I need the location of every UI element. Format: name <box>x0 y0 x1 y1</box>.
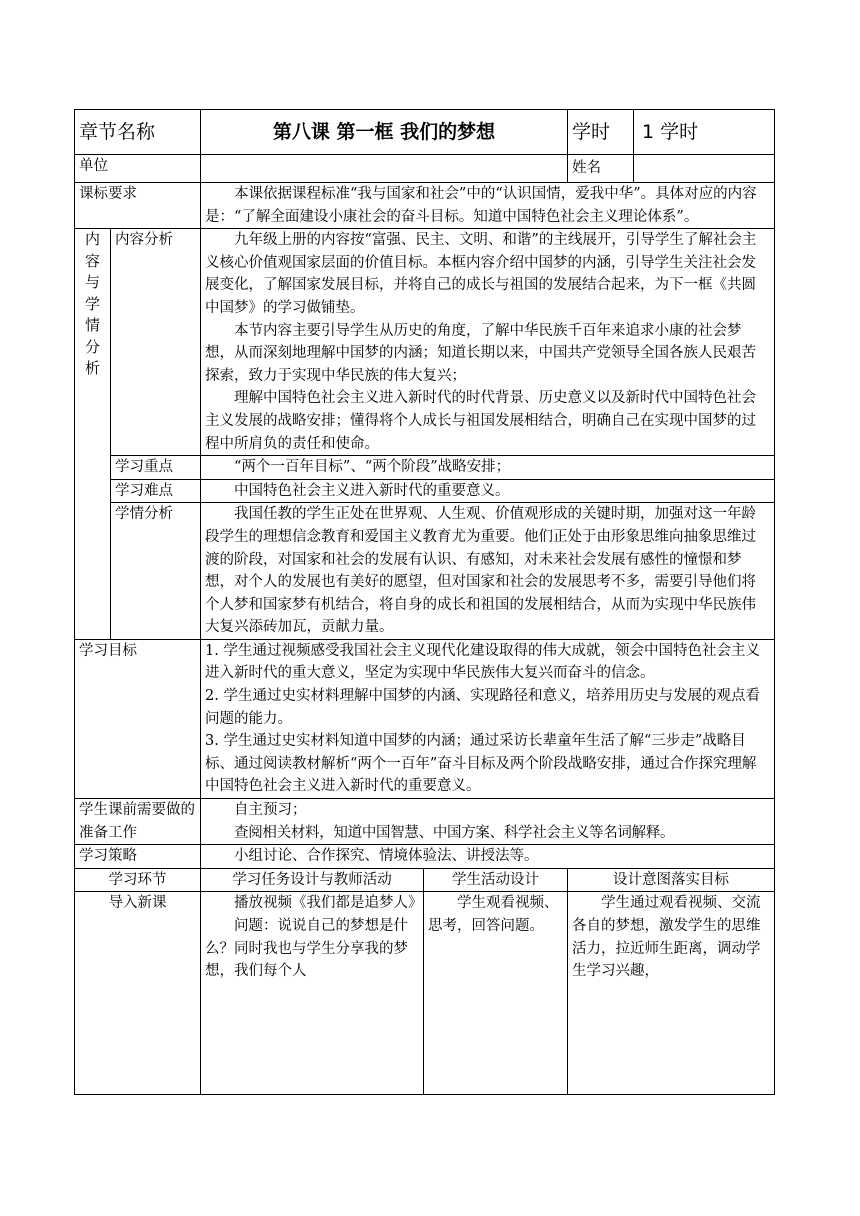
objective-item: 1. 学生通过视频感受我国社会主义现代化建设取得的伟大成就，领会中国特色社会主义进入新时代的重大意义，坚定为实现中华民族伟大复兴而奋斗的信念。 <box>205 642 760 682</box>
process-header-stage: 学习环节 <box>75 868 201 892</box>
difficulty-label: 学习难点 <box>111 479 201 503</box>
chapter-title: 第八课 第一框 我们的梦想 <box>201 110 568 155</box>
preparation-label: 学生课前需要做的准备工作 <box>75 799 201 845</box>
objective-item: 3. 学生通过史实材料知道中国梦的内涵；通过采访长辈童年生活了解“三步走”战略目标、通过阅读教材解析“两个一百年”奋斗目标及两个阶段战略安排，通过合作探究理解中国特色社会主义进入新时代的重要意义。 <box>205 733 757 795</box>
name-value[interactable] <box>634 155 642 182</box>
content-analysis-label: 内容分析 <box>111 229 201 456</box>
chapter-label: 章节名称 <box>75 110 201 155</box>
name-label: 姓名 <box>568 155 634 182</box>
standards-row <box>75 183 775 229</box>
preparation-item: 自主预习； <box>234 802 307 819</box>
lesson-plan-table <box>74 109 775 1095</box>
student-activity: 学生观看视频、思考，回答问题。 <box>428 895 559 934</box>
hours-value: 1 学时 <box>642 121 699 143</box>
vertical-char: 分 <box>84 337 100 356</box>
design-intent: 学生通过观看视频、交流各自的梦想，激发学生的思维活力，拉近师生距离，调动学生学习兴趣， <box>572 895 761 980</box>
content-paragraph: 九年级上册的内容按“富强、民主、文明、和谐”的主线展开，引导学生了解社会主义核心价值观国家层面的价值目标。本框内容介绍中国梦的内涵，引导学生关注社会发展变化，了解国家发展目标，并将自己的成长与祖国的发展结合起来，为下一框《共圆中国梦》的学习做铺垫。 <box>205 232 757 316</box>
key-points-label: 学习重点 <box>111 456 201 480</box>
learner-analysis-row <box>75 503 775 640</box>
preparation-item: 查阅相关材料，知道中国智慧、中国方案、科学社会主义等名词解释。 <box>234 824 675 841</box>
vertical-char: 内 <box>84 230 100 249</box>
teacher-activity: 问题：说说自己的梦想是什么？同时我也与学生分享我的梦想，我们每个人 <box>205 918 409 980</box>
process-header-row <box>75 868 775 892</box>
vertical-char: 与 <box>84 273 100 292</box>
hours-label: 学时 <box>568 110 634 154</box>
hours-cell <box>568 110 774 154</box>
objective-item: 2. 学生通过史实材料理解中国梦的内涵、实现路径和意义，培养用历史与发展的观点看问题的能力。 <box>205 688 760 727</box>
process-row <box>75 892 775 1095</box>
unit-label: 单位 <box>75 155 201 183</box>
analysis-vertical-label <box>75 229 111 640</box>
process-header-intent: 设计意图落实目标 <box>568 868 775 892</box>
lesson-plan-page <box>74 109 774 1095</box>
key-points-text: “两个一百年目标”、“两个阶段”战略安排； <box>234 459 511 476</box>
learner-analysis-label: 学情分析 <box>111 503 201 640</box>
content-paragraph: 本节内容主要引导学生从历史的角度，了解中华民族千百年来追求小康的社会梦想，从而深刻地理解中国梦的内涵；知道长期以来，中国共产党领导全国各族人民艰苦探索，致力于实现中华民族的伟大复兴； <box>205 322 757 384</box>
learner-analysis-text: 我国任教的学生正处在世界观、人生观、价值观形成的关键时期，加强对这一年龄段学生的理想信念教育和爱国主义教育尤为重要。他们正处于由形象思维向抽象思维过渡的阶段，对国家和社会的发展有认识、有感知，对未来社会发展有感性的憧憬和梦想，对个人的发展也有美好的愿望，但对国家和社会的发展思考不多，需要引导他们将个人梦和国家梦有机结合，将自身的成长和祖国的发展相结合，从而为实现中华民族伟大复兴添砖加瓦，贡献力量。 <box>205 506 757 636</box>
strategy-label: 学习策略 <box>75 845 201 869</box>
unit-value[interactable] <box>201 155 568 183</box>
standards-label: 课标要求 <box>75 183 201 229</box>
strategy-text: 小组讨论、合作探究、情境体验法、讲授法等。 <box>234 848 539 865</box>
content-paragraph: 理解中国特色社会主义进入新时代的时代背景、历史意义以及新时代中国特色社会主义发展的战略安排；懂得将个人成长与祖国发展相结合，明确自己在实现中国梦的过程中所肩负的责任和使命。 <box>205 390 757 452</box>
process-stage: 导入新课 <box>75 892 201 1095</box>
vertical-char: 容 <box>84 251 100 270</box>
vertical-char: 情 <box>84 316 100 335</box>
preparation-row <box>75 799 775 845</box>
name-cell <box>568 155 774 182</box>
difficulty-row <box>75 479 775 503</box>
standards-text: 本课依据课程标准“我与国家和社会”中的“认识国情，爱我中华”。具体对应的内容是：“了解全面建设小康社会的奋斗目标。知道中国特色社会主义理论体系”。 <box>205 186 757 225</box>
strategy-row <box>75 845 775 869</box>
difficulty-text: 中国特色社会主义进入新时代的重要意义。 <box>234 482 510 499</box>
process-header-student: 学生活动设计 <box>424 868 568 892</box>
content-analysis-row <box>75 229 775 456</box>
header-row <box>75 110 775 155</box>
vertical-char: 析 <box>84 359 100 378</box>
vertical-char: 学 <box>84 294 100 313</box>
objectives-row <box>75 639 775 798</box>
objectives-label: 学习目标 <box>75 639 201 798</box>
key-points-row <box>75 456 775 480</box>
process-header-teacher: 学习任务设计与教师活动 <box>201 868 424 892</box>
unit-row <box>75 155 775 183</box>
teacher-activity: 播放视频《我们都是追梦人》 <box>234 895 423 912</box>
